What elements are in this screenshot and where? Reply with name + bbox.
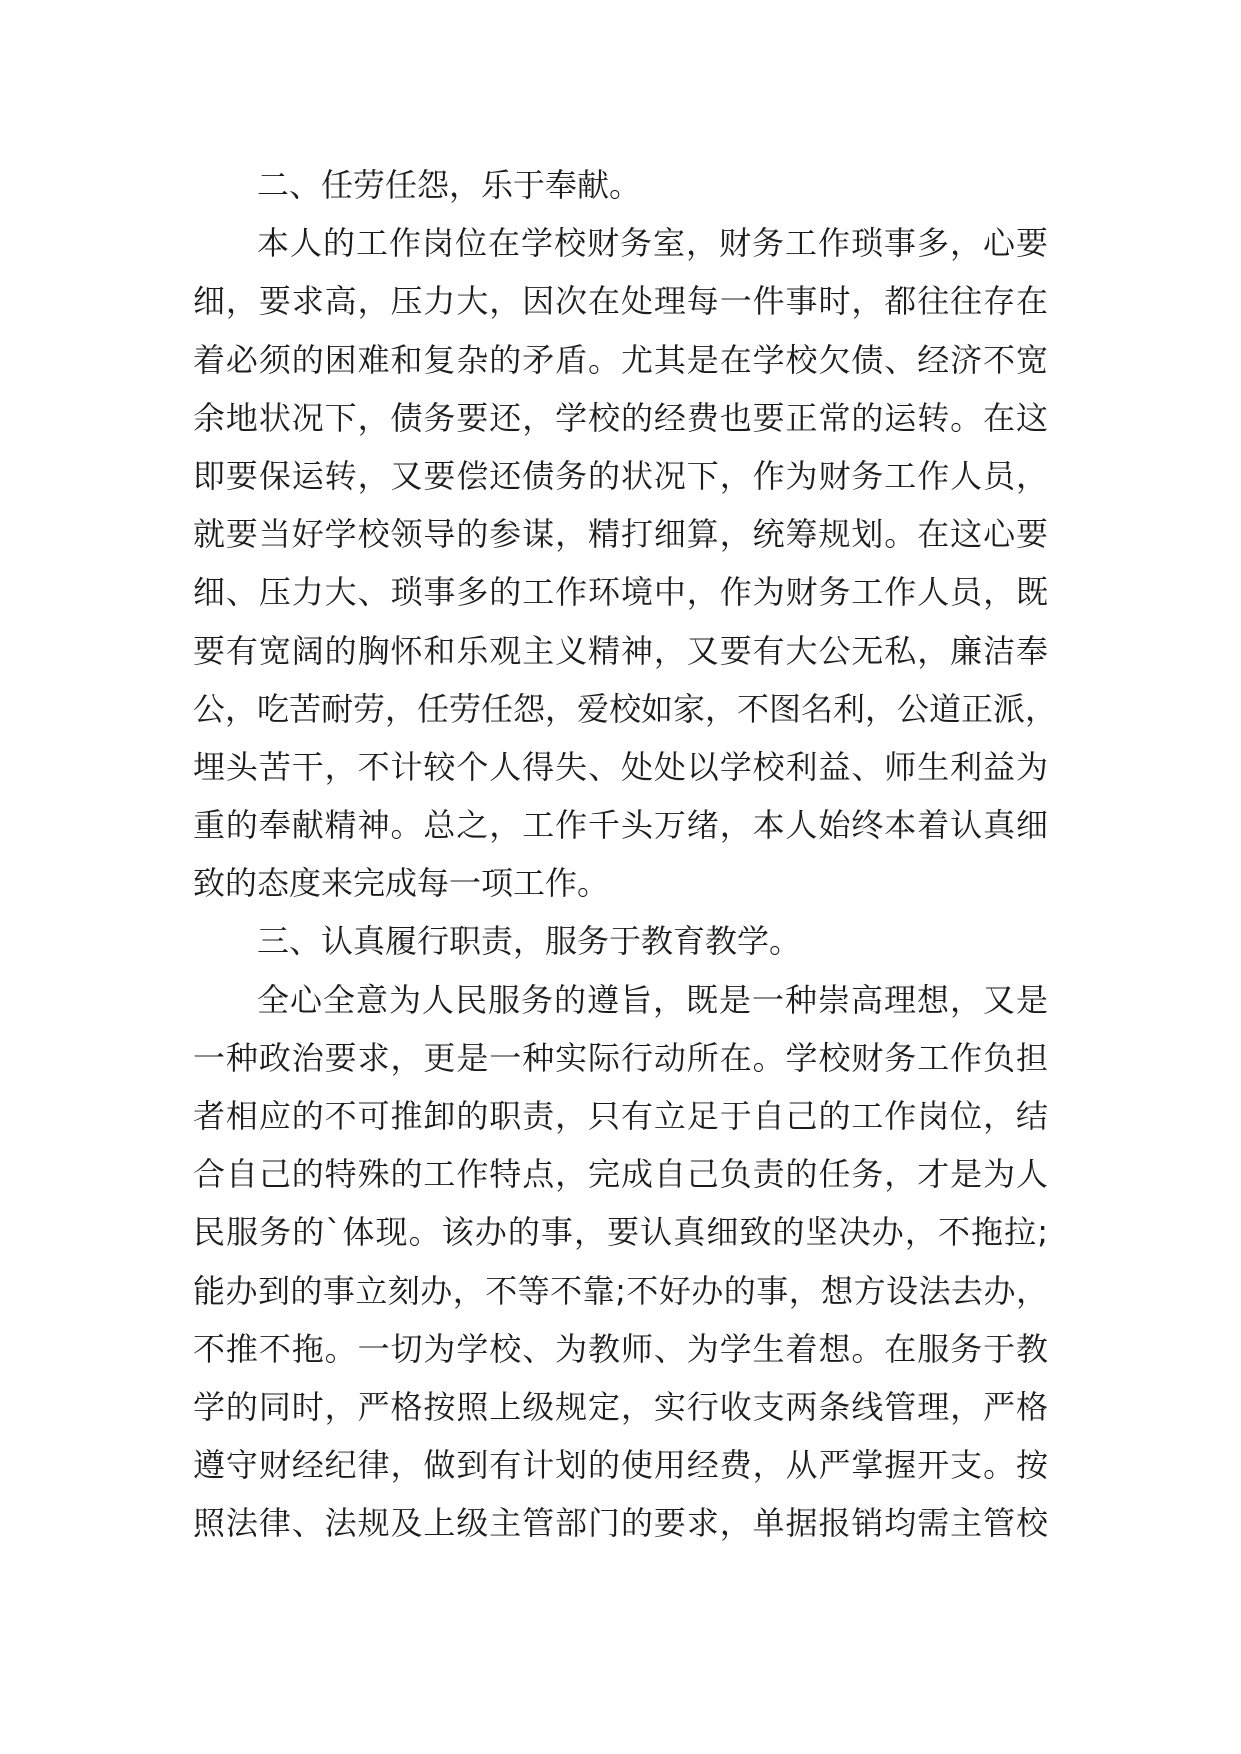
paragraph-line: 要有宽阔的胸怀和乐观主义精神，又要有大公无私，廉洁奉 bbox=[193, 631, 1048, 670]
paragraph-line: 能办到的事立刻办，不等不靠;不好办的事，想方设法去办， bbox=[193, 1271, 1048, 1310]
paragraph-line: 重的奉献精神。总之，工作千头万绪，本人始终本着认真细 bbox=[193, 806, 1048, 845]
paragraph-line: 照法律、法规及上级主管部门的要求，单据报销均需主管校 bbox=[193, 1504, 1048, 1543]
paragraph-line: 不推不拖。一切为学校、为教师、为学生着想。在服务于教 bbox=[193, 1329, 1048, 1368]
paragraph-line: 着必须的困难和复杂的矛盾。尤其是在学校欠债、经济不宽 bbox=[193, 340, 1048, 379]
paragraph-line: 合自己的特殊的工作特点，完成自己负责的任务，才是为人 bbox=[193, 1155, 1048, 1194]
body-text bbox=[193, 156, 1058, 1553]
paragraph-line: 余地状况下，债务要还，学校的经费也要正常的运转。在这 bbox=[193, 398, 1048, 437]
paragraph-line: 民服务的`体现。该办的事，要认真细致的坚决办，不拖拉; bbox=[193, 1213, 1048, 1252]
paragraph-line: 公，吃苦耐劳，任劳任怨，爱校如家，不图名利，公道正派， bbox=[193, 689, 1058, 728]
paragraph-line: 致的态度来完成每一项工作。 bbox=[193, 864, 610, 903]
paragraph-line: 即要保运转，又要偿还债务的状况下，作为财务工作人员， bbox=[193, 456, 1048, 495]
paragraph-line: 全心全意为人民服务的遵旨，既是一种崇高理想，又是 bbox=[257, 980, 1048, 1019]
paragraph-line: 细，要求高，压力大，因次在处理每一件事时，都往往存在 bbox=[193, 282, 1048, 321]
paragraph-line: 遵守财经纪律，做到有计划的使用经费，从严掌握开支。按 bbox=[193, 1446, 1048, 1485]
paragraph-line: 埋头苦干，不计较个人得失、处处以学校利益、师生利益为 bbox=[193, 747, 1048, 786]
paragraph-line: 细、压力大、琐事多的工作环境中，作为财务工作人员，既 bbox=[193, 573, 1048, 612]
paragraph-line: 者相应的不可推卸的职责，只有立足于自己的工作岗位，结 bbox=[193, 1097, 1048, 1135]
section-heading-3: 三、认真履行职责，服务于教育教学。 bbox=[257, 922, 802, 961]
paragraph-line: 一种政治要求，更是一种实际行动所在。学校财务工作负担 bbox=[193, 1038, 1048, 1077]
paragraph-line: 本人的工作岗位在学校财务室，财务工作琐事多，心要 bbox=[257, 224, 1048, 263]
section-heading-2: 二、任劳任怨，乐于奉献。 bbox=[257, 166, 642, 204]
paragraph-line: 就要当好学校领导的参谋，精打细算，统筹规划。在这心要 bbox=[193, 515, 1048, 554]
paragraph-line: 学的同时，严格按照上级规定，实行收支两条线管理，严格 bbox=[193, 1387, 1048, 1426]
